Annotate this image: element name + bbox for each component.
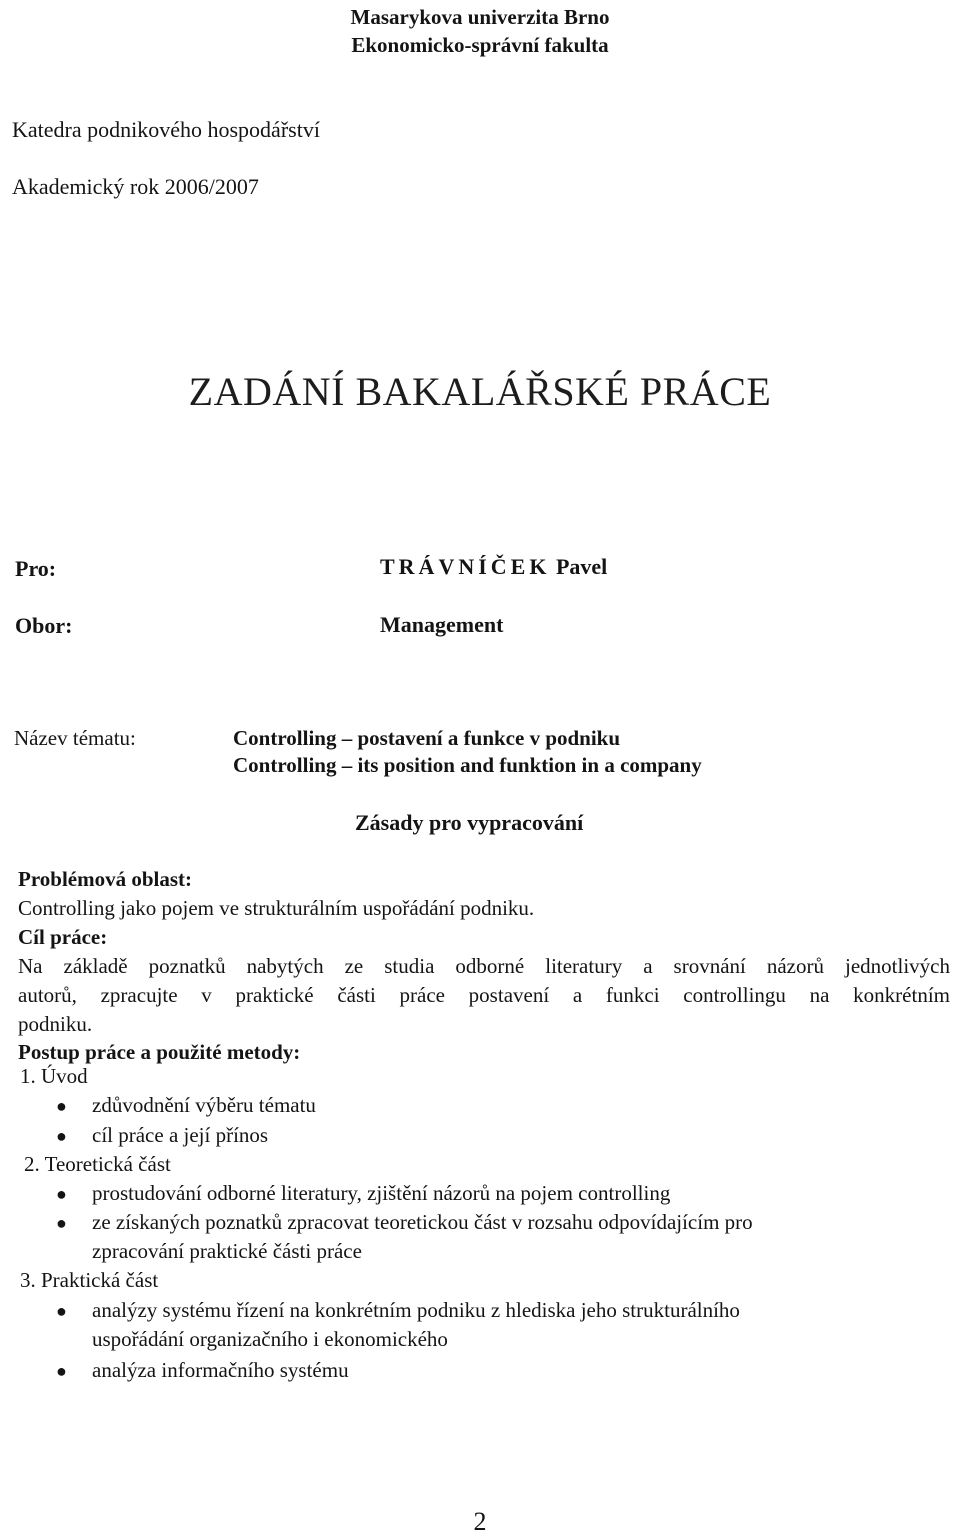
bullet-icon: ● — [56, 1301, 67, 1321]
goal-line: podniku. — [18, 1012, 93, 1036]
student-name — [380, 554, 607, 580]
bullet-icon: ● — [56, 1361, 67, 1381]
section-title: 2. Teoretická část — [24, 1152, 171, 1176]
method-heading: Postup práce a použité metody: — [18, 1040, 301, 1064]
bullet-icon: ● — [56, 1184, 67, 1204]
problem-heading: Problémová oblast: — [18, 867, 193, 891]
list-item: ze získaných poznatků zpracovat teoretickou část v rozsahu odpovídajícím pro — [92, 1210, 753, 1234]
goal-line: Na základě poznatků nabytých ze studia odborné literatury a srovnání názorů jednotlivých — [18, 954, 950, 978]
goal-heading: Cíl práce: — [18, 925, 108, 949]
list-item: prostudování odborné literatury, zjištění názorů na pojem controlling — [92, 1181, 671, 1205]
student-surname: TRÁVNÍČEK — [380, 554, 551, 579]
student-firstname: Pavel — [555, 554, 608, 579]
list-item: analýza informačního systému — [92, 1358, 349, 1382]
topic-cz: Controlling – postavení a funkce v podniku — [233, 726, 621, 750]
topic-label: Název tématu: — [14, 726, 136, 750]
academic-year: Akademický rok 2006/2007 — [12, 174, 259, 199]
problem-text: Controlling jako pojem ve strukturálním uspořádání podniku. — [18, 896, 535, 920]
bullet-icon: ● — [56, 1213, 67, 1233]
bullet-icon: ● — [56, 1096, 67, 1116]
bullet-icon: ● — [56, 1126, 67, 1146]
goal-line: autorů, zpracujte v praktické části práce postavení a funkci controllingu na konkrétním — [18, 983, 950, 1007]
pro-label: Pro: — [15, 556, 57, 581]
topic-en: Controlling – its position and funktion in a company — [233, 753, 702, 777]
document-title: ZADÁNÍ BAKALÁŘSKÉ PRÁCE — [188, 369, 772, 414]
section-title: 1. Úvod — [20, 1064, 88, 1088]
section-title: 3. Praktická část — [20, 1268, 159, 1292]
list-item: zdůvodnění výběru tématu — [92, 1093, 316, 1117]
university-name: Masarykova univerzita Brno — [350, 5, 610, 29]
obor-value: Management — [380, 612, 504, 637]
list-item: analýzy systému řízení na konkrétním podniku z hlediska jeho strukturálního — [92, 1298, 740, 1322]
obor-label: Obor: — [15, 613, 73, 638]
page-number: 2 — [473, 1507, 487, 1536]
list-item-continuation: zpracování praktické části práce — [92, 1239, 362, 1263]
list-item: cíl práce a její přínos — [92, 1123, 269, 1147]
faculty-name: Ekonomicko-správní fakulta — [351, 33, 609, 57]
guidelines-heading: Zásady pro vypracování — [355, 810, 584, 835]
department-name: Katedra podnikového hospodářství — [12, 117, 320, 142]
list-item-continuation: uspořádání organizačního i ekonomického — [92, 1327, 448, 1351]
